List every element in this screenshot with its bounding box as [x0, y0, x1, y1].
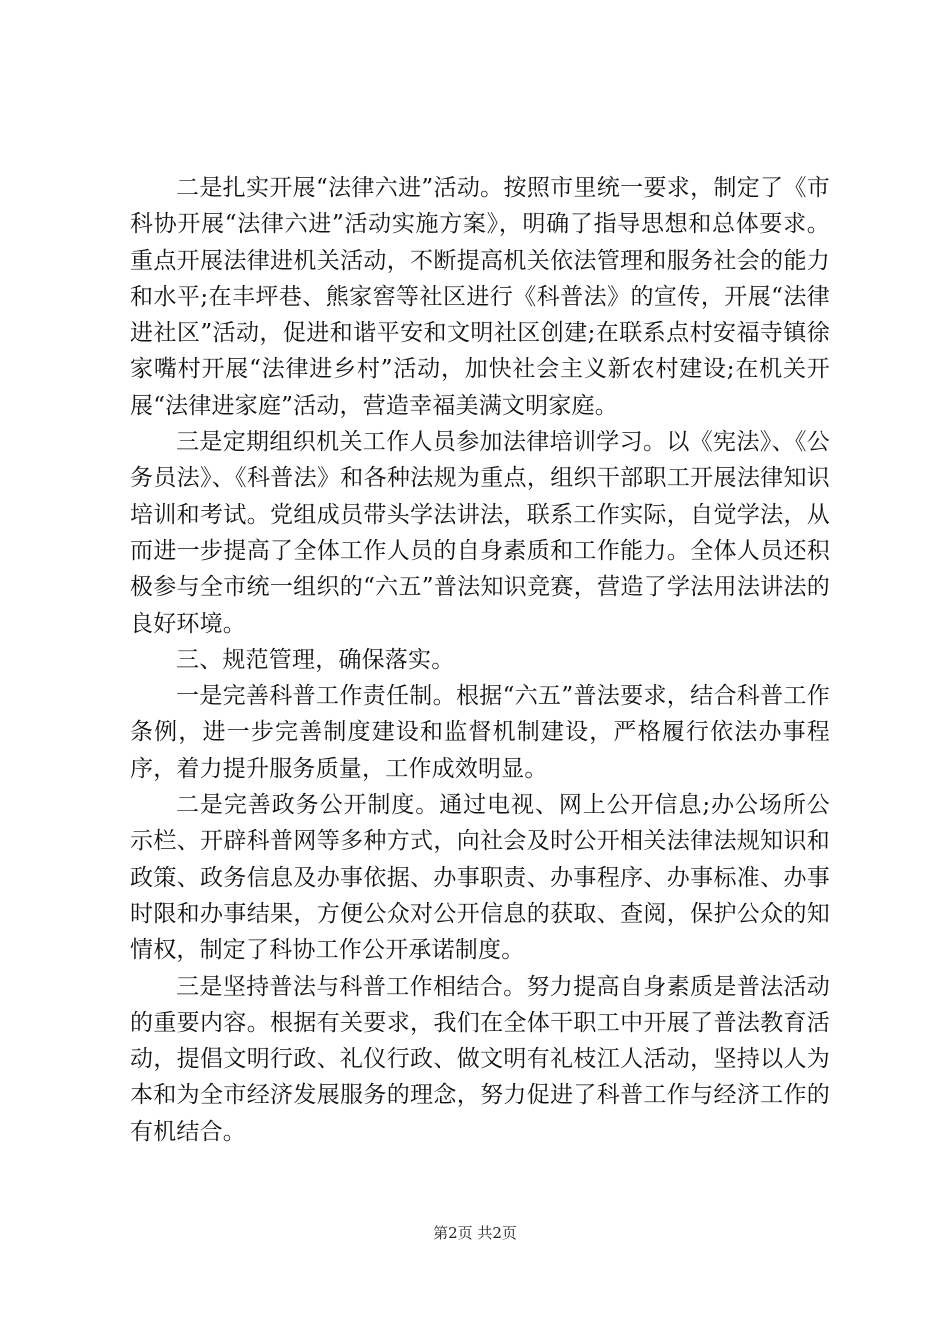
- document-body: [130, 170, 830, 1150]
- paragraph-law-six-entries: 二是扎实开展“法律六进”活动。按照市里统一要求，制定了《市科协开展“法律六进”活动实施方案》，明确了指导思想和总体要求。重点开展法律进机关活动，不断提高机关依法管理和服务社会的能力和水平;在丰坪巷、熊家窖等社区进行《科普法》的宣传，开展“法律进社区”活动，促进和谐平安和文明社区创建;在联系点村安福寺镇徐家嘴村开展“法律进乡村”活动，加快社会主义新农村建设;在机关开展“法律进家庭”活动，营造幸福美满文明家庭。: [130, 175, 830, 419]
- paragraph-legal-training: 三是定期组织机关工作人员参加法律培训学习。以《宪法》、《公务员法》、《科普法》和各种法规为重点，组织干部职工开展法律知识培训和考试。党组成员带头学法讲法，联系工作实际，自觉学法，从而进一步提高了全体工作人员的自身素质和工作能力。全体人员还积极参与全市统一组织的“六五”普法知识竞赛，营造了学法用法讲法的良好环境。: [130, 429, 830, 637]
- paragraph-government-disclosure: 二是完善政务公开制度。通过电视、网上公开信息;办公场所公示栏、开辟科普网等多种方式，向社会及时公开相关法律法规知识和政策、政务信息及办事依据、办事职责、办事程序、办事标准、办事时限和办事结果，方便公众对公开信息的获取、查阅，保护公众的知情权，制定了科协工作公开承诺制度。: [130, 792, 830, 964]
- paragraph-responsibility-system: 一是完善科普工作责任制。根据“六五”普法要求，结合科普工作条例，进一步完善制度建设和监督机制建设，严格履行依法办事程序，着力提升服务质量，工作成效明显。: [130, 683, 830, 782]
- page-footer: [0, 1222, 950, 1243]
- section-heading-management: 三、规范管理，确保落实。: [176, 646, 455, 673]
- page-number: 第2页 共2页: [433, 1224, 517, 1242]
- paragraph-law-and-science-combined: 三是坚持普法与科普工作相结合。努力提高自身素质是普法活动的重要内容。根据有关要求，我们在全体干职工中开展了普法教育活动，提倡文明行政、礼仪行政、做文明有礼枝江人活动，坚持以人为本和为全市经济发展服务的理念，努力促进了科普工作与经济工作的有机结合。: [130, 973, 830, 1145]
